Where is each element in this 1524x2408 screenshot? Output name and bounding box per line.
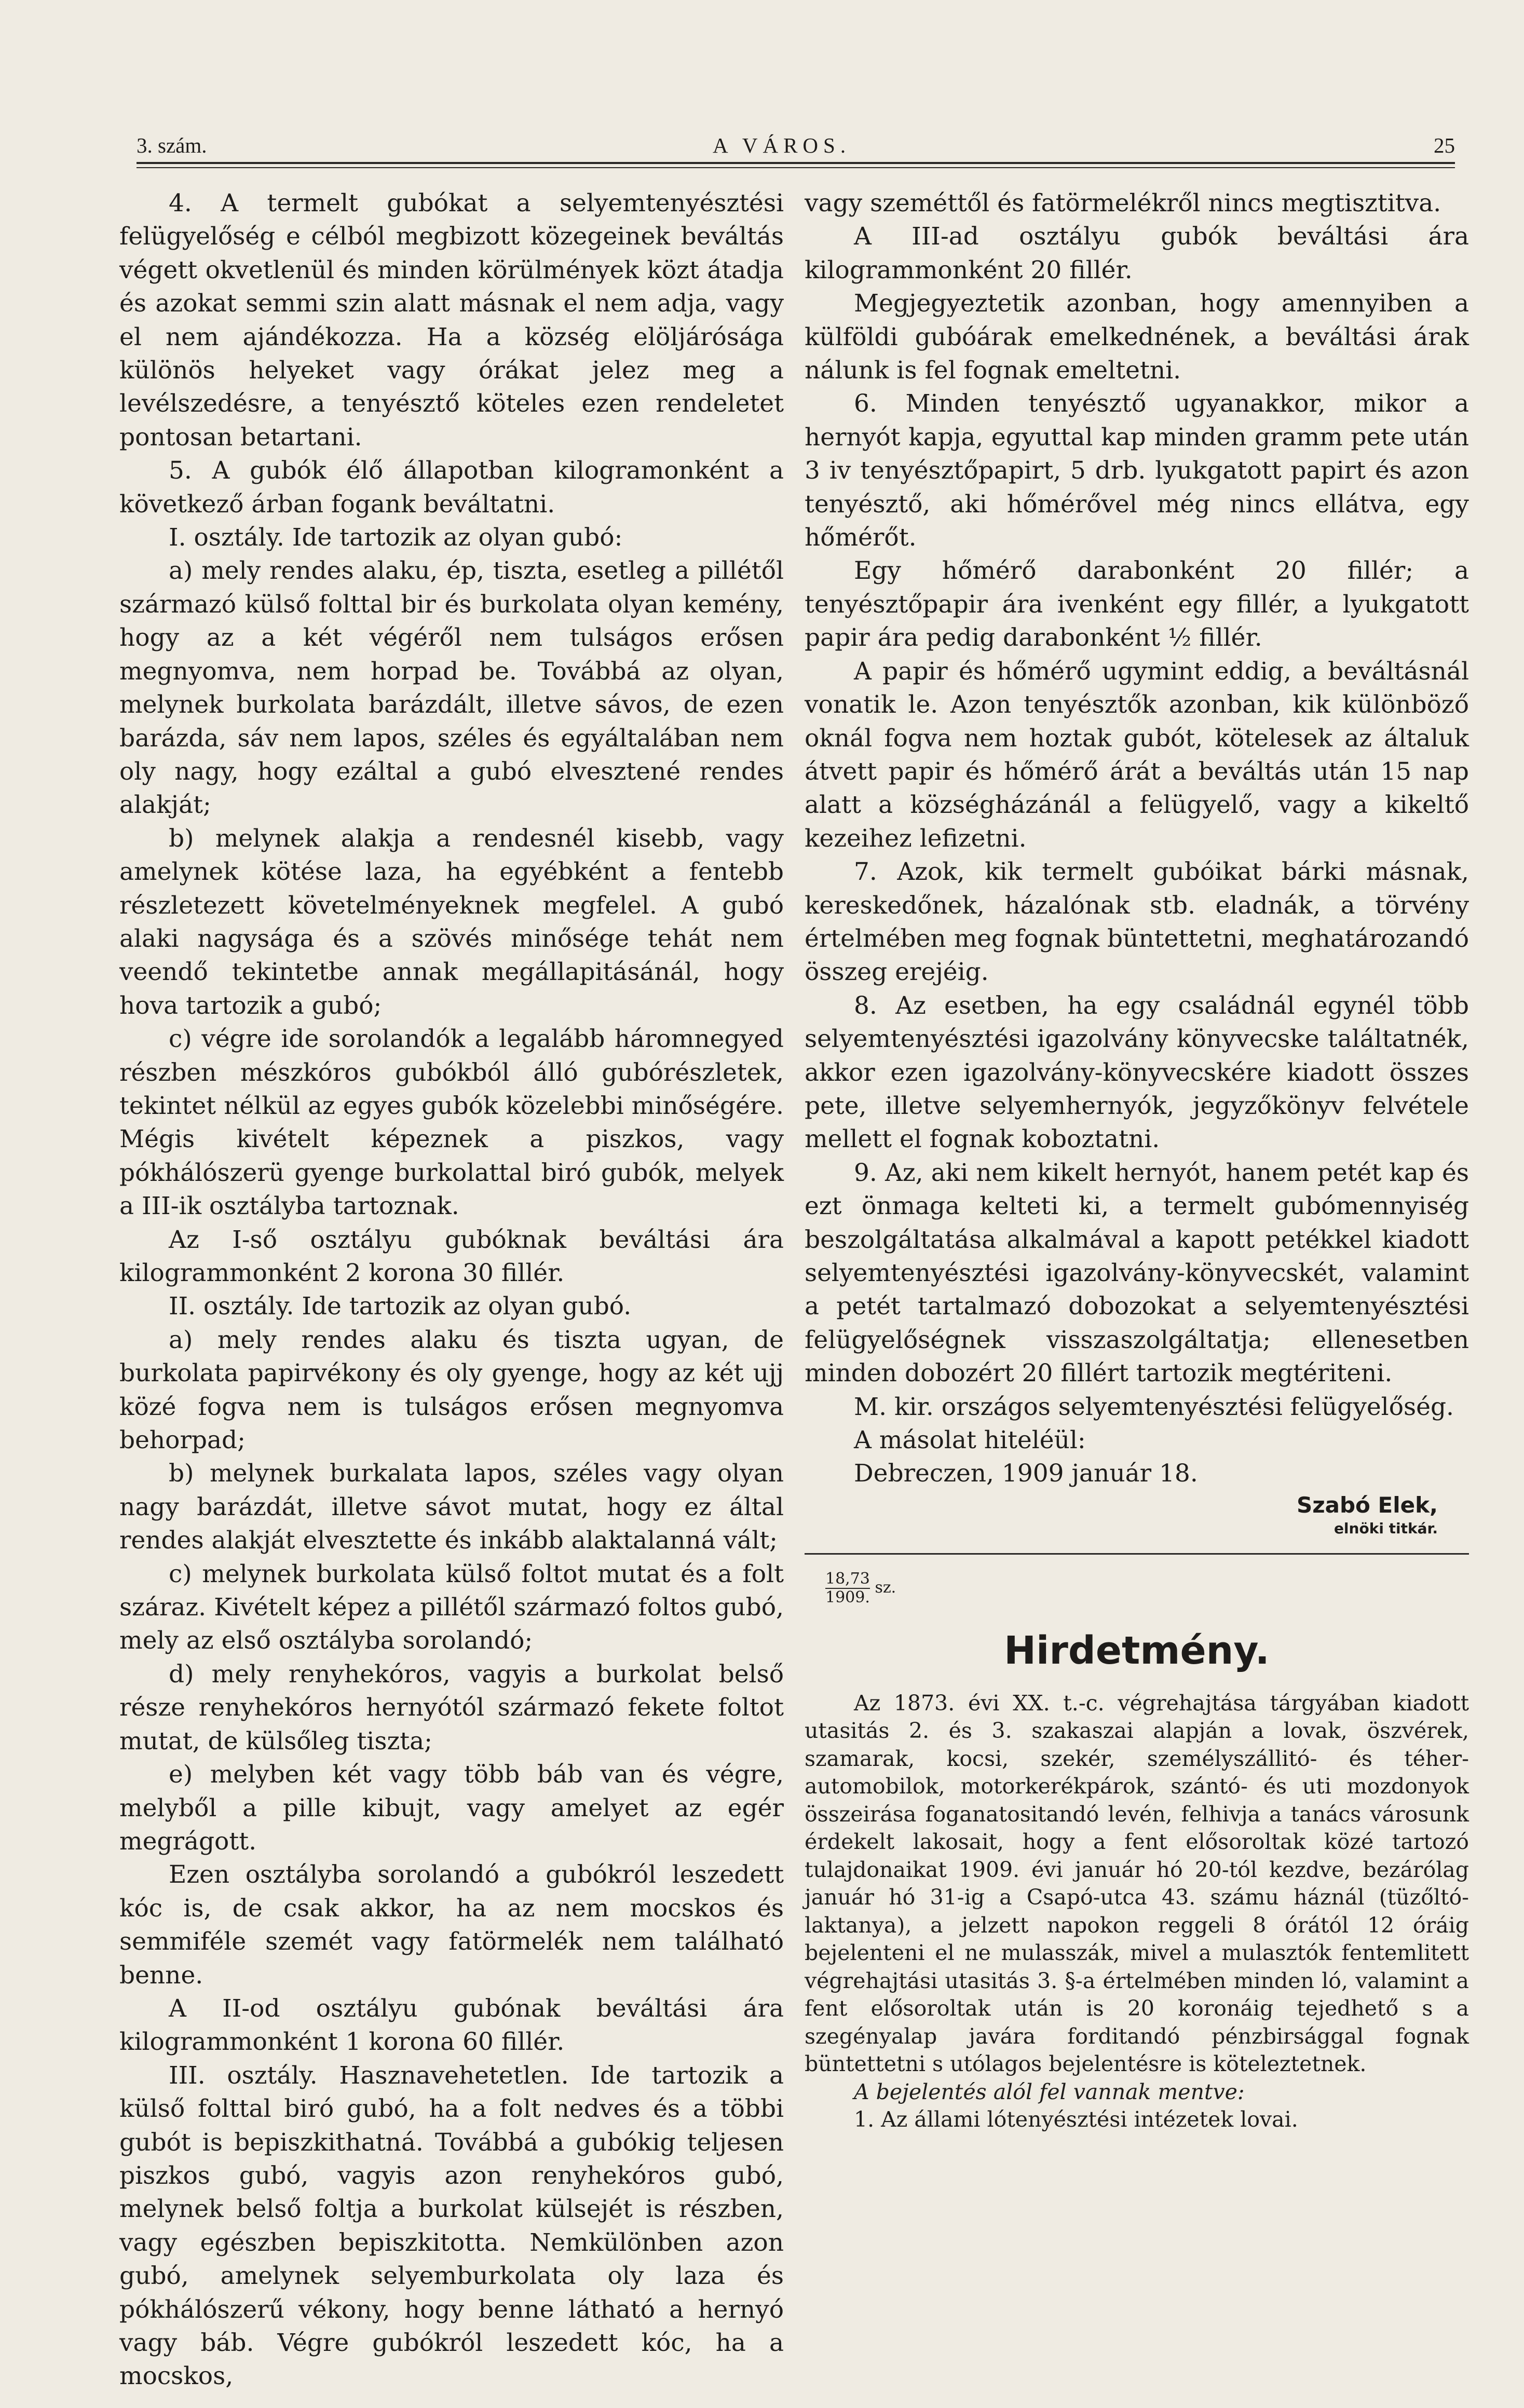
paragraph: a) mely rendes alaku, ép, tiszta, esetleg a pillétől származó külső folttal bir és burkolata olyan kemény, hogy az a két végéről nem tulságos erősen megnyomva, nem horpad be. Továbbá az olyan, melynek burkolata barázdált, illetve sávos, de ezen barázda, sáv nem lapos, széles és egyáltalában nem oly nagy, hogy ezáltal a gubó elvesztené rendes alakját;	[119, 556, 784, 820]
issue-number: 3. szám.	[137, 133, 207, 157]
paragraph: Az I-ső osztályu gubóknak beváltási ára kilogrammonként 2 korona 30 fillér.	[119, 1225, 784, 1287]
paragraph: 4. A termelt gubókat a selyemtenyésztési felügyelőség e célból megbizott közegeinek beváltás végett okvetlenül és minden körülmények közt átadja és azokat semmi szin alatt másnak el nem adja, vagy el nem ajándékozza. Ha a község elöljárósága különös helyeket vagy órákat jelez meg a levélszedésre, a tenyésztő köteles ezen rendeletet pontosan betartani.	[119, 189, 784, 452]
paragraph: Ezen osztályba sorolandó a gubókról leszedett kóc is, de csak akkor, ha az nem mocskos és semmiféle szemét vagy fatörmelék nem található benne.	[119, 1860, 784, 1990]
place-date: Debreczen, 1909 január 18.	[854, 1459, 1198, 1488]
exempt-heading: A bejelentés alól fel vannak mentve:	[854, 2079, 1245, 2104]
paragraph: c) melynek burkolata külső foltot mutat és a folt száraz. Kivételt képez a pillétől származó foltos gubó, mely az első osztályba sorolandó;	[119, 1559, 784, 1655]
paragraph: Egy hőmérő darabonként 20 fillér; a tenyésztőpapir ára ivenként egy fillér, a lyukgatott papir ára pedig darabonként ½ fillér.	[805, 556, 1469, 652]
paragraph: a) mely rendes alaku és tiszta ugyan, de burkolata papirvékony és oly gyenge, hogy az két ujj közé fogva nem is tulságos erősen megnyomva behorpad;	[119, 1325, 784, 1455]
paragraph: 5. A gubók élő állapotban kilogramonként a következő árban fogank beváltatni.	[119, 456, 784, 519]
paragraph: b) melynek burkalata lapos, széles vagy olyan nagy barázdát, illetve sávot mutat, hogy ez által rendes alakját elvesztette és inkább alaktalanná vált;	[119, 1459, 784, 1555]
header-rule-thin	[137, 167, 1455, 168]
paragraph: A II-od osztályu gubónak beváltási ára kilogrammonként 1 korona 60 fillér.	[119, 1994, 784, 2057]
paragraph: b) melynek alakja a rendesnél kisebb, vagy amelynek kötése laza, ha egyébként a fentebb részletezett követelményeknek megfelel. A gubó alaki nagysága és a szövés minősége tehát nem veendő tekintetbe annak megállapitásánál, hogy hova tartozik a gubó;	[119, 824, 784, 1020]
signer-name: Szabó Elek,	[1296, 1492, 1438, 1518]
paragraph: 8. Az esetben, ha egy családnál egynél több selyemtenyésztési igazolvány könyvecske találtatnék, akkor ezen igazolvány-könyvecskére kiadott összes pete, illetve selyemhernyók, jegyzőkönyv felvétele mellett el fognak koboztatni.	[805, 991, 1469, 1154]
paragraph: 9. Az, aki nem kikelt hernyót, hanem petét kap és ezt önmaga kelteti ki, a termelt gubómennyiség beszolgáltatása alkalmával a kapott petékkel kiadott selyemtenyésztési igazolvány-könyvecskét, valamint a petét tartalmazó dobozokat a selyemtenyésztési felügyelőségnek visszaszolgáltatja; ellenesetben minden dobozért 20 fillért tartozik megtériteni.	[805, 1158, 1469, 1388]
reference-number	[825, 1570, 1469, 1607]
paragraph: d) mely renyhekóros, vagyis a burkolat belső része renyhekóros hernyótól származó fekete foltot mutat, de külsőleg tiszta;	[119, 1659, 784, 1756]
notice-paragraph: Az 1873. évi XX. t.-c. végrehajtása tárgyában kiadott utasitás 2. és 3. szakaszai alapján a lovak, öszvérek, szamarak, kocsi, szekér, személyszállitó- és téher-automobilok, motorkerékpárok, szántó- és uti mozdonyok összeirása foganatositandó levén, felhivja a tanács városunk érdekelt lakosait, hogy a fent elősoroltak közé tartozó tulajdonaikat 1909. évi január hó 20-tól kezdve, bezárólag január hó 31-ig a Csapó-utca 43. számu háznál (tüzőltó-laktanya), a jelzett napokon reggeli 8 órától 12 óráig bejelenteni el ne mulasszák, mivel a mulasztók fentemlitett végrehajtási utasitás 3. §-a értelmében minden ló, valamint a fent elősoroltak után is 20 koronáig tejedhető s a szegényalap javára forditandó pénzbirsággal fognak büntettetni s utólagos bejelentésre is köteleztetnek.	[805, 1690, 1469, 2077]
exempt-item: 1. Az állami lótenyésztési intézetek lovai.	[854, 2107, 1298, 2132]
paragraph: A III-ad osztályu gubók beváltási ára kilogrammonként 20 fillér.	[805, 222, 1469, 284]
issuing-authority: M. kir. országos selyemtenyésztési felügyelőség.	[854, 1392, 1454, 1421]
paragraph: II. osztály. Ide tartozik az olyan gubó.	[169, 1292, 632, 1321]
copy-note: A másolat hiteléül:	[854, 1426, 1086, 1455]
publication-title: A VÁROS.	[713, 133, 851, 157]
notice-body	[805, 1690, 1469, 2134]
right-column	[805, 187, 1469, 2134]
header-rule	[137, 162, 1455, 164]
paragraph: vagy szeméttől és fatörmelékről nincs megtisztitva.	[805, 189, 1441, 217]
paragraph: III. osztály. Hasznavehetetlen. Ide tartozik a külső folttal biró gubó, ha a folt nedves és a többi gubót is bepiszkithatná. Továbbá a gubókig teljesen piszkos gubó, vagyis azon renyhekóros gubó, melynek belső foltja a burkolat külsejét is részben, vagy egészben bepiszkitotta. Nemkülönben azon gubó, amelynek selyemburkolata oly laza és pókhálószerű vékony, hogy benne látható a hernyó vagy báb. Végre gubókról leszedett kóc, ha a mocskos,	[119, 2061, 784, 2391]
page-number: 25	[1434, 133, 1455, 157]
paragraph: Megjegyeztetik azonban, hogy amennyiben a külföldi gubóárak emelkednének, a beváltási árak nálunk is fel fognak emeltetni.	[805, 289, 1469, 385]
notice-title: Hirdetmény.	[1004, 1628, 1270, 1673]
reference-year: 1909.	[825, 1588, 870, 1607]
paragraph: c) végre ide sorolandók a legalább háromnegyed részben mészkóros gubókból álló gubórészletek, tekintet nélkül az egyes gubók közelebbi minőségére. Mégis kivételt képeznek a piszkos, vagy pókhálószerü gyenge burkolattal biró gubók, melyek a III-ik osztályba tartoznak.	[119, 1025, 784, 1221]
page-header	[137, 130, 1455, 162]
signer-role: elnöki titkár.	[1333, 1519, 1438, 1537]
paragraph: 6. Minden tenyésztő ugyanakkor, mikor a hernyót kapja, egyuttal kap minden gramm pete után 3 iv tenyésztőpapirt, 5 drb. lyukgatott papirt és azon tenyésztő, aki hőmérővel még nincs ellátva, egy hőmérőt.	[805, 389, 1469, 552]
reference-suffix: sz.	[875, 1578, 896, 1597]
paragraph: I. osztály. Ide tartozik az olyan gubó:	[169, 523, 623, 552]
reference-fraction	[825, 1570, 870, 1607]
left-column	[119, 187, 784, 2393]
reference-number-top: 18,73	[825, 1569, 870, 1588]
section-divider	[805, 1553, 1469, 1555]
paragraph: A papir és hőmérő ugymint eddig, a beváltásnál vonatik le. Azon tenyésztők azonban, kik különböző oknál fogva nem hoztak gubót, kötelesek az általuk átvett papir és hőmérő árát a beváltás után 15 nap alatt a községházánál a felügyelő, vagy a kikeltő kezeihez lefizetni.	[805, 657, 1469, 853]
paragraph: 7. Azok, kik termelt gubóikat bárki másnak, kereskedőnek, házalónak stb. eladnák, a törvény értelmében meg fognak büntettetni, meghatározandó összeg erejéig.	[805, 858, 1469, 987]
paragraph: e) melyben két vagy több báb van és végre, melyből a pille kibujt, vagy amelyet az egér megrágott.	[119, 1760, 784, 1856]
